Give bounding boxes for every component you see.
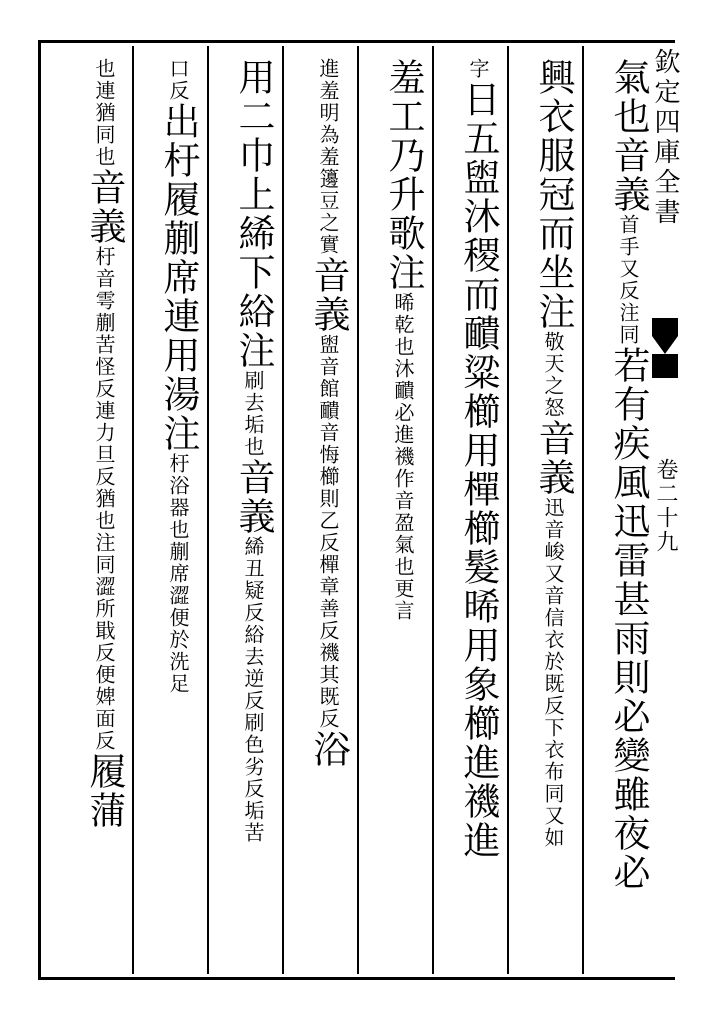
yinyi-marker: 音義 — [307, 256, 350, 334]
zhu-marker: 注 — [532, 292, 575, 331]
annotation: 口反 — [166, 58, 190, 102]
column-divider — [132, 46, 134, 974]
annotation: 字 — [466, 58, 490, 80]
main-text: 出杅履蒯席連用湯 — [157, 102, 200, 414]
annotation: 進羞明為羞籩豆之實 — [316, 58, 340, 256]
text-column-3 — [440, 58, 500, 968]
text-column-5 — [290, 58, 350, 968]
yinyi-marker: 音義 — [532, 419, 575, 497]
text-column-6 — [215, 58, 275, 968]
annotation: 刷去垢也 — [241, 370, 265, 458]
annotation: 杅音雩蒯苦怪反連力旦反猶也注同澀所戢反便婢面反 — [92, 246, 116, 752]
text-column-1 — [590, 58, 650, 968]
annotation: 絺丑疑反綌去逆反刷色劣反垢苦 — [241, 536, 265, 844]
volume-label: 卷二十九 — [653, 458, 678, 554]
fishtail-mark — [652, 318, 678, 378]
zhu-marker: 注 — [232, 331, 275, 370]
zhu-marker: 注 — [382, 253, 425, 292]
main-text: 羞工乃升歌 — [382, 58, 425, 253]
annotation: 杅浴器也蒯席澀便於洗足 — [166, 453, 190, 695]
yinyi-marker: 音義 — [83, 168, 126, 246]
zhu-marker: 注 — [157, 414, 200, 453]
yinyi-marker: 音義 — [232, 458, 275, 536]
yinyi-marker: 音義 — [607, 136, 650, 214]
main-text: 浴 — [307, 730, 350, 769]
annotation: 迅音峻又音信衣於既反下衣布同又如 — [541, 497, 565, 849]
main-text: 氣也 — [607, 58, 650, 136]
main-text: 履蒲 — [83, 752, 126, 830]
text-column-2 — [515, 58, 575, 968]
margin-column — [650, 48, 680, 976]
annotation: 也連猶同也 — [92, 58, 116, 168]
main-text: 日五盥沐稷而靧粱櫛用樿櫛髮晞用象櫛進禨進 — [457, 80, 500, 860]
main-text: 若有疾風迅雷甚雨則必變雖夜必 — [607, 346, 650, 892]
main-text: 用二巾上絺下綌 — [232, 58, 275, 331]
annotation: 首手又反注同 — [616, 214, 640, 346]
column-divider — [357, 46, 359, 974]
annotation: 敬天之怒 — [541, 331, 565, 419]
text-column-8 — [60, 58, 126, 968]
column-divider — [432, 46, 434, 974]
column-divider — [282, 46, 284, 974]
column-divider — [507, 46, 509, 974]
book-title-header: 欽定四庫全書 — [650, 48, 680, 228]
text-column-7 — [140, 58, 200, 968]
annotation: 晞乾也沐靧必進禨作音盈氣也更言 — [391, 292, 415, 622]
column-divider — [582, 46, 584, 974]
text-column-4 — [365, 58, 425, 968]
column-divider — [207, 46, 209, 974]
main-text: 興衣服冠而坐 — [532, 58, 575, 292]
annotation: 盥音館靧音悔櫛則乙反樿章善反禨其既反 — [316, 334, 340, 730]
